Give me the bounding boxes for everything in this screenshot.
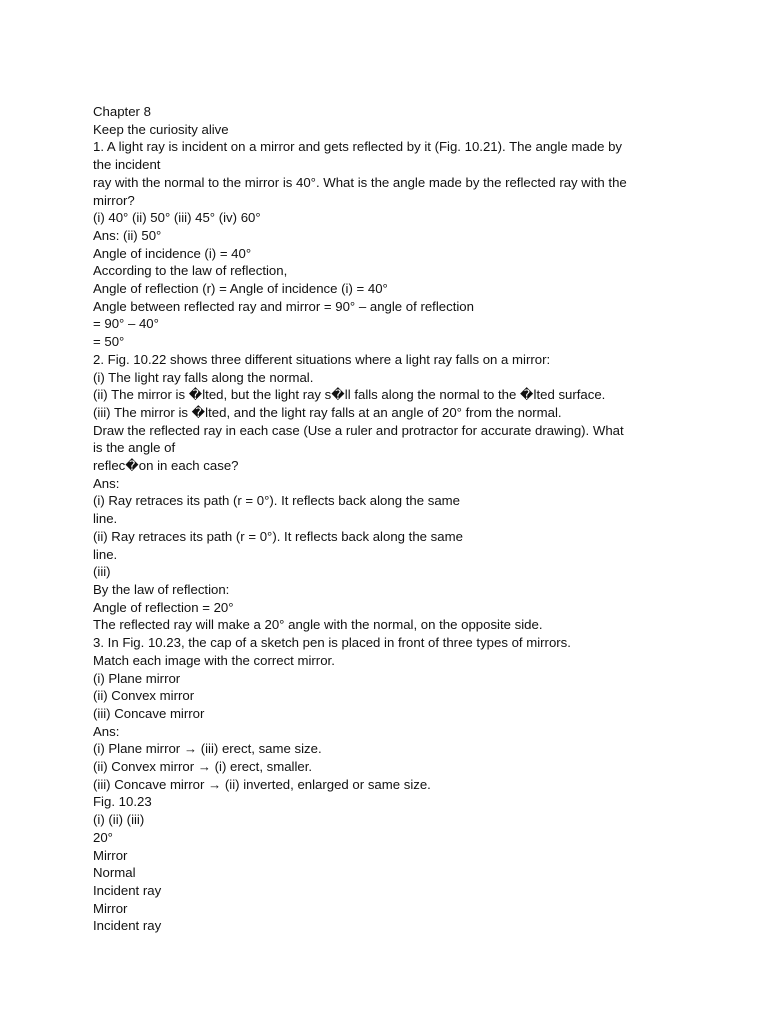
answer-1-line: Angle of reflection (r) = Angle of incidence (i) = 40° (93, 281, 388, 297)
question-2-line: (ii) The mirror is �lted, but the light ray s�ll falls along the normal to the �lted surface. (93, 387, 606, 403)
question-1-line: mirror? (93, 192, 135, 208)
figure-label: Fig. 10.23 (93, 794, 152, 810)
figure-label: Incident ray (93, 918, 162, 934)
question-1-line: the incident (93, 157, 161, 173)
answer-1-line: According to the law of reflection, (93, 263, 288, 279)
answer-3-line: (iii) Concave mirror → (ii) inverted, enlarged or same size. (93, 776, 431, 792)
question-2-line: reflec�on in each case? (93, 458, 239, 474)
question-1-options: (i) 40° (ii) 50° (iii) 45° (iv) 60° (93, 210, 261, 226)
figure-label: 20° (93, 829, 113, 845)
question-1-line: ray with the normal to the mirror is 40°. What is the angle made by the reflected ray with the (93, 174, 627, 190)
section-subtitle: Keep the curiosity alive (93, 121, 229, 137)
answer-1-line: Angle of incidence (i) = 40° (93, 245, 252, 261)
chapter-heading: Chapter 8 (93, 104, 151, 119)
figure-label: Mirror (93, 847, 128, 863)
answer-3-line: (ii) Convex mirror → (i) erect, smaller. (93, 759, 313, 775)
question-2-line: 2. Fig. 10.22 shows three different situations where a light ray falls on a mirror: (93, 351, 551, 367)
question-3-line: (i) Plane mirror (93, 670, 181, 686)
question-2-line: (iii) The mirror is �lted, and the light ray falls at an angle of 20° from the normal. (93, 404, 562, 420)
answer-2-line: The reflected ray will make a 20° angle with the normal, on the opposite side. (93, 617, 543, 633)
answer-2-line: (ii) Ray retraces its path (r = 0°). It reflects back along the same (93, 528, 463, 544)
question-3-line: 3. In Fig. 10.23, the cap of a sketch pen is placed in front of three types of mirrors. (93, 635, 571, 651)
answer-2-line: (iii) (93, 564, 111, 580)
question-2-line: (i) The light ray falls along the normal. (93, 369, 314, 385)
question-3-line: Match each image with the correct mirror. (93, 652, 335, 668)
figure-label: Normal (93, 865, 136, 881)
answer-1-line: Ans: (ii) 50° (93, 227, 162, 243)
question-1-line: 1. A light ray is incident on a mirror and gets reflected by it (Fig. 10.21). The angle made by (93, 139, 622, 155)
answer-2-line: By the law of reflection: (93, 581, 230, 597)
answer-2-line: (i) Ray retraces its path (r = 0°). It reflects back along the same (93, 493, 460, 509)
answer-3-line: Ans: (93, 723, 120, 739)
question-2-line: is the angle of (93, 440, 176, 456)
figure-label: Mirror (93, 900, 128, 916)
answer-2-line: line. (93, 546, 118, 562)
figure-label: Incident ray (93, 882, 162, 898)
answer-3-line: (i) Plane mirror → (iii) erect, same size. (93, 741, 322, 757)
document-page (93, 103, 678, 935)
question-3-line: (iii) Concave mirror (93, 705, 205, 721)
answer-2-line: line. (93, 511, 118, 527)
question-2-line: Draw the reflected ray in each case (Use a ruler and protractor for accurate drawing). What (93, 422, 624, 438)
answer-1-line: = 90° – 40° (93, 316, 159, 332)
answer-2-line: Ans: (93, 475, 120, 491)
answer-1-line: = 50° (93, 334, 125, 350)
answer-1-line: Angle between reflected ray and mirror = 90° – angle of reflection (93, 298, 474, 314)
figure-label: (i) (ii) (iii) (93, 812, 145, 828)
question-3-line: (ii) Convex mirror (93, 688, 195, 704)
answer-2-line: Angle of reflection = 20° (93, 599, 234, 615)
